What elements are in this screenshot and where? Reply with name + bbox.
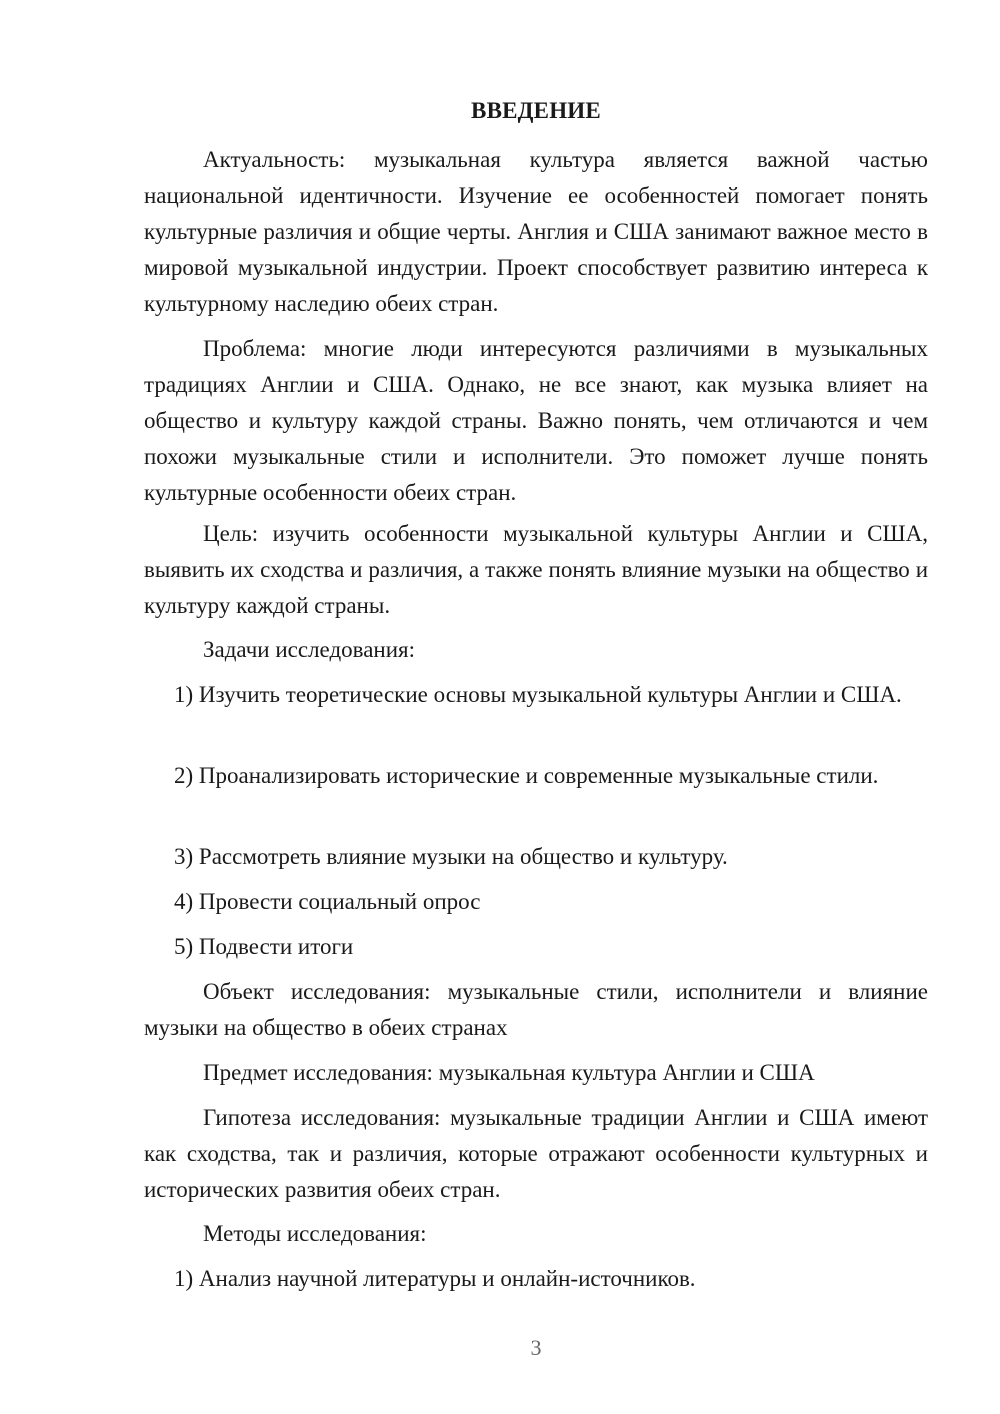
paragraph-subject: Предмет исследования: музыкальная культура Англии и США <box>203 1060 815 1085</box>
task-item-5: 5) Подвести итоги <box>174 934 354 959</box>
paragraph-problem: Проблема: многие люди интересуются различиями в музыкальных традициях Англии и США. Однако, не все знают, как музыка влияет на общество и культуру каждой страны. Важно понять, чем отличаются и чем похожи музыкальные стили и исполнители. Это поможет лучше понять культурные особенности обеих стран. <box>144 336 928 505</box>
page-title: ВВЕДЕНИЕ <box>471 98 601 123</box>
task-item-4: 4) Провести социальный опрос <box>174 889 481 914</box>
task-item-2: 2) Проанализировать исторические и современные музыкальные стили. <box>174 763 879 788</box>
paragraph-hypothesis: Гипотеза исследования: музыкальные традиции Англии и США имеют как сходства, так и различия, которые отражают особенности культурных и исторических развития обеих стран. <box>144 1105 928 1202</box>
page-number: 3 <box>530 1335 542 1360</box>
document-page <box>144 0 928 1414</box>
paragraph-relevance: Актуальность: музыкальная культура является важной частью национальной идентичности. Изучение ее особенностей помогает понять культурные различия и общие черты. Англия и США занимают важное место в мировой музыкальной индустрии. Проект способствует развитию интереса к культурному наследию обеих стран. <box>144 147 928 316</box>
task-item-3: 3) Рассмотреть влияние музыки на общество и культуру. <box>174 844 728 869</box>
paragraph-object: Объект исследования: музыкальные стили, исполнители и влияние музыки на общество в обеих странах <box>144 979 928 1040</box>
paragraph-goal: Цель: изучить особенности музыкальной культуры Англии и США, выявить их сходства и различия, а также понять влияние музыки на общество и культуру каждой страны. <box>144 521 928 618</box>
methods-heading: Методы исследования: <box>203 1221 427 1246</box>
task-item-1: 1) Изучить теоретические основы музыкальной культуры Англии и США. <box>174 682 902 707</box>
tasks-heading: Задачи исследования: <box>203 637 416 662</box>
method-item-1: 1) Анализ научной литературы и онлайн-источников. <box>174 1266 696 1291</box>
